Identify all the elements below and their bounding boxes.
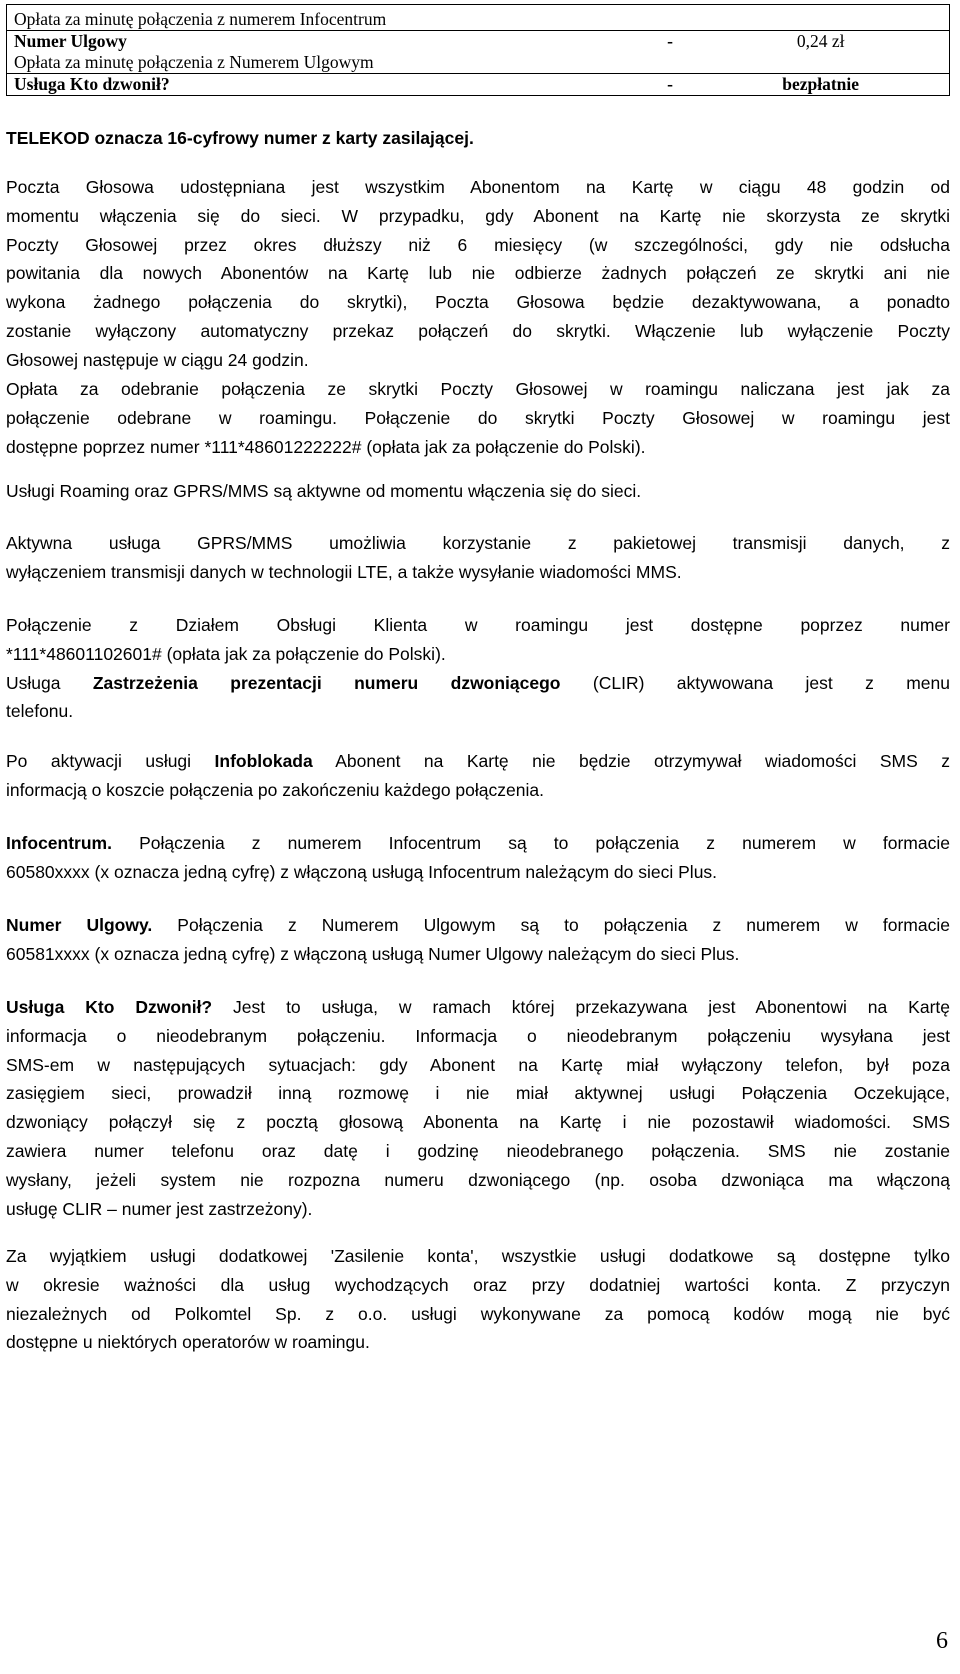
- clir-service-name: Zastrzeżenia prezentacji numeru dzwoniącego: [92, 672, 561, 693]
- table-cell-label: [7, 74, 648, 96]
- page-number: 6: [936, 1628, 948, 1654]
- paragraph-poczta-glosowa: Poczta Głosowa udostępniana jest wszystkim Abonentom na Kartę w ciągu 48 godzin od momentu włączenia się do sieci. W przypadku, gdy Abonent na Kartę nie skorzysta ze skrytki Poczty Głosowej przez okres dłuższy niż 6 miesięcy (w szczególności, gdy nie odsłucha powitania dla nowych Abonentów na Kartę lub nie odbierze żadnych połączeń ze skrytki ani nie wykona żadnego połączenia do skrytki), Poczta Głosowa będzie dezaktywowana, a ponadto zostanie wyłączony automatyczny przekaz połączeń do skrytki. Włączenie lub wyłączenie Poczty Głosowej następuje w ciągu 24 godzin.: [6, 177, 950, 370]
- table-row: [7, 74, 950, 96]
- table-cell-label: [7, 5, 950, 31]
- fee-label-kto-dzwonil: Usługa Kto dzwonił?: [14, 74, 170, 94]
- infocentrum-heading: Infocentrum.: [6, 833, 112, 853]
- fee-sublabel-numer-ulgowy: Opłata za minutę połączenia z Numerem Ulgowym: [14, 52, 374, 72]
- paragraph-roaming-gprs: Usługi Roaming oraz GPRS/MMS są aktywne od momentu włączenia się do sieci.: [6, 481, 642, 501]
- paragraph-gprs-mms: Aktywna usługa GPRS/MMS umożliwia korzystanie z pakietowej transmisji danych, z wyłączeniem transmisji danych w technologii LTE, a także wysyłanie wiadomości MMS.: [6, 533, 950, 582]
- fees-table: [6, 4, 950, 96]
- numer-ulgowy-heading: Numer Ulgowy.: [6, 915, 153, 935]
- fee-label-numer-ulgowy: Numer Ulgowy: [14, 31, 127, 51]
- paragraph-wyjatek: Za wyjątkiem usługi dodatkowej 'Zasilenie konta', wszystkie usługi dodatkowe są dostępne tylko w okresie ważności dla usług wychodzących oraz przy dodatniej wartości konta. Z przyczyn niezależnych od Polkomtel Sp. z o.o. usługi wykonywane za pomocą kodów mogą nie być dostępne u niektórych operatorów w roamingu.: [6, 1246, 950, 1353]
- table-cell-label: [7, 31, 648, 74]
- table-cell-dash: [648, 74, 692, 96]
- table-cell-value: [692, 31, 949, 74]
- dash-separator: -: [667, 31, 673, 51]
- paragraph-oplata-roaming: Opłata za odebranie połączenia ze skrytki Poczty Głosowej w roamingu naliczana jest jak za połączenie odebrane w roamingu. Połączenie do skrytki Poczty Głosowej w roamingu jest dostępne poprzez numer *111*48601222222# (opłata jak za połączenie do Polski).: [6, 379, 950, 457]
- paragraph-dzial-obslugi: Połączenie z Działem Obsługi Klienta w roamingu jest dostępne poprzez numer *111*48601102601# (opłata jak za połączenie do Polski). Usługa Zastrzeżenia prezentacji numeru dzwoniącego (CLIR) aktywowana jest z menu telefonu.: [6, 615, 950, 722]
- dash-separator: -: [667, 74, 673, 94]
- fee-value-kto-dzwonil: bezpłatnie: [782, 74, 860, 94]
- fee-value-numer-ulgowy: 0,24 zł: [796, 31, 845, 51]
- table-cell-value: [692, 74, 949, 96]
- fee-label-infocentrum: Opłata za minutę połączenia z numerem Infocentrum: [14, 9, 387, 29]
- infoblokada-service-name: Infoblokada: [214, 751, 313, 771]
- table-row: [7, 5, 950, 31]
- table-row: [7, 31, 950, 74]
- paragraph-infoblokada: Po aktywacji usługi Infoblokada Abonent na Kartę nie będzie otrzymywał wiadomości SMS z informacją o koszcie połączenia po zakończeniu każdego połączenia.: [6, 751, 950, 800]
- paragraph-numer-ulgowy: Numer Ulgowy. Połączenia z Numerem Ulgowym są to połączenia z numerem w formacie 60581xxxx (x oznacza jedną cyfrę) z włączoną usługą Numer Ulgowy należącym do sieci Plus.: [6, 915, 950, 964]
- paragraph-kto-dzwonil: Usługa Kto Dzwonił? Jest to usługa, w ramach której przekazywana jest Abonentowi na Kartę informacja o nieodebranym połączeniu. Informacja o nieodebranym połączeniu wysyłana jest SMS-em w następujących sytuacjach: gdy Abonent na Kartę miał wyłączony telefon, był poza zasięgiem sieci, prowadził inną rozmowę i nie miał aktywnej usługi Połączenia Oczekujące, dzwoniący połączył się z pocztą głosową Abonenta na Kartę i nie pozostawił wiadomości. SMS zawiera numer telefonu oraz datę i godzinę nieodebranego połączenia. SMS nie zostanie wysłany, jeżeli system nie rozpozna numeru dzwoniącego (np. osoba dzwoniąca ma włączoną usługę CLIR – numer jest zastrzeżony).: [6, 997, 951, 1219]
- kto-dzwonil-heading: Usługa Kto Dzwonił?: [6, 997, 213, 1017]
- table-cell-dash: [648, 31, 692, 74]
- paragraph-telekod: TELEKOD oznacza 16-cyfrowy numer z karty zasilającej.: [6, 128, 474, 148]
- paragraph-infocentrum: Infocentrum. Połączenia z numerem Infocentrum są to połączenia z numerem w formacie 60580xxxx (x oznacza jedną cyfrę) z włączoną usługą Infocentrum należącym do sieci Plus.: [6, 833, 950, 882]
